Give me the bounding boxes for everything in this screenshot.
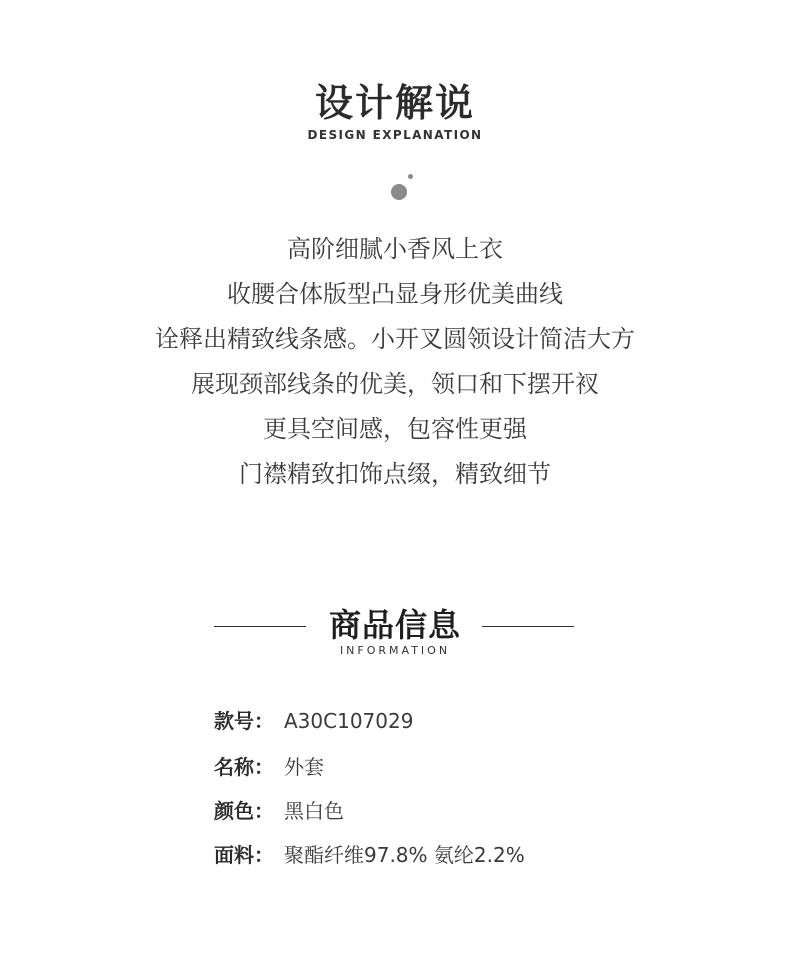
- description-line: 诠释出精致线条感。小开叉圆领设计简洁大方: [155, 325, 635, 353]
- info-row-fabric: [214, 840, 525, 870]
- info-row-name: [214, 752, 324, 782]
- design-description: [0, 227, 790, 497]
- info-value: A30C107029: [284, 709, 414, 733]
- description-line: 收腰合体版型凸显身形优美曲线: [227, 280, 563, 308]
- description-line: 门襟精致扣饰点缀，精致细节: [239, 460, 551, 488]
- description-line: 高阶细腻小香风上衣: [287, 235, 503, 263]
- decorative-dot-large: [391, 184, 407, 200]
- description-line: 展现颈部线条的优美，领口和下摆开衩: [191, 370, 599, 398]
- decorative-dot-small: [408, 174, 413, 179]
- info-title: 商品信息: [328, 606, 461, 644]
- info-subtitle: INFORMATION: [339, 644, 451, 657]
- design-subtitle: DESIGN EXPLANATION: [307, 128, 483, 142]
- info-label: 名称：: [214, 755, 274, 779]
- info-label: 面料：: [214, 843, 274, 867]
- info-row-style-number: [214, 706, 413, 736]
- description-line: 更具空间感，包容性更强: [263, 415, 527, 443]
- info-value: 黑白色: [284, 799, 344, 823]
- info-value: 外套: [284, 755, 324, 779]
- info-label: 颜色：: [214, 799, 274, 823]
- info-value: 聚酯纤维97.8% 氨纶2.2%: [284, 843, 525, 867]
- design-title: 设计解说: [314, 81, 475, 125]
- info-label: 款号：: [214, 709, 274, 733]
- info-row-color: [214, 796, 344, 826]
